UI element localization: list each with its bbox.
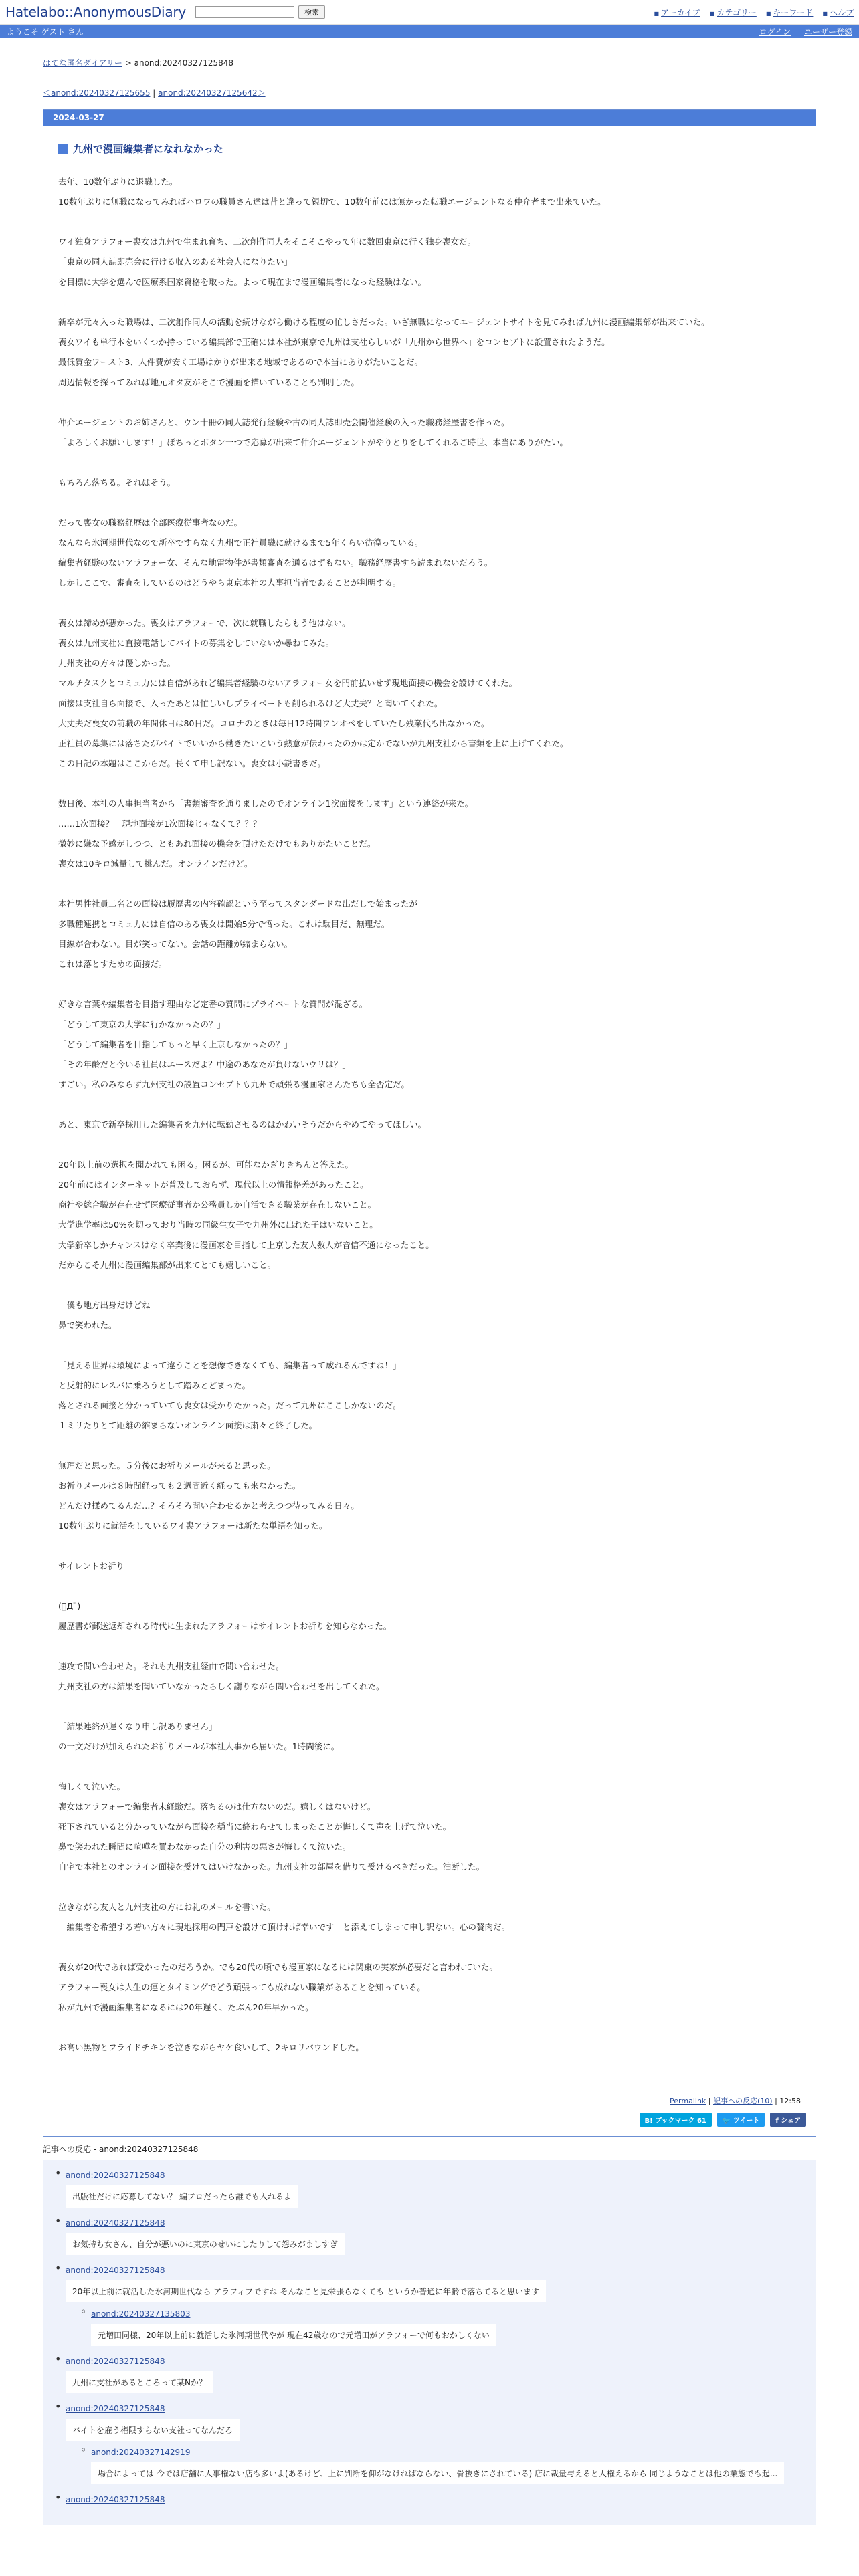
- facebook-share-button[interactable]: [770, 2113, 806, 2127]
- entry-paragraph: マルチタスクとコミュ力には自信があれど編集者経験のないアラフォー女を門前払いせず現地面接の機会を設けてくれた。: [58, 678, 518, 688]
- entry-paragraph: ……1次面接？ 現地面接が1次面接じゃなくて？？？: [58, 819, 262, 829]
- entry-paragraph: この日記の本題はここからだ。長くて申し訳ない。喪女は小説書きだ。: [58, 758, 326, 768]
- entry-paragraph: 「その年齢だと今いる社員はエースだよ？中途のあなたが負けないウリは？」: [58, 1059, 351, 1069]
- entry-paragraph: 編集者経験のないアラフォー女、そんな地雷物件が書類審査を通るはずもない。職務経歴書すら読まれないだろう。: [58, 558, 493, 568]
- tweet-button[interactable]: [717, 2113, 765, 2127]
- entry-paragraph: [58, 1757, 801, 1777]
- entry-paragraph: [58, 1877, 801, 1897]
- entry-paragraph: [58, 453, 801, 473]
- entry-paragraph: しかしここで、審査をしているのはどうやら東京本社の人事担当者であることが判明する。: [58, 578, 401, 588]
- entry-paragraph: 本社男性社員二名との面接は履歴書の内容確認という至ってスタンダードな出だしで始まったが: [58, 899, 418, 909]
- breadcrumb-current: anond:20240327125848: [134, 58, 234, 68]
- entry-paragraph: ワイ独身アラフォー喪女は九州で生まれ育ち、二次創作同人をそこそこやって年に数回東京に行く独身喪女だ。: [58, 237, 476, 247]
- entry-paragraph: 「どうして編集者を目指してもっと早く上京しなかったの？」: [58, 1039, 293, 1049]
- reaction-sublink[interactable]: ◦ anond:20240327135803: [91, 2309, 191, 2319]
- reaction-item: [66, 2492, 816, 2507]
- entry-paragraph: あと、東京で新卒採用した編集者を九州に転勤させるのはかわいそうだからやめてやってほしい。: [58, 1119, 427, 1130]
- entry-paragraph: だからこそ九州に漫画編集部が出来てとても嬉しいこと。: [58, 1260, 276, 1270]
- reaction-subtext: 元増田同様、20年以上前に就活した氷河期世代やが 現在42歳なので元増田がアラフォーで何もおかしくない: [91, 2324, 496, 2346]
- entry-paragraph: 無理だと思った。５分後にお祈りメールが来ると思った。: [58, 1461, 276, 1471]
- entry-paragraph: の一文だけが加えられたお祈りメールが本社人事から届いた。1時間後に。: [58, 1741, 340, 1751]
- reaction-link[interactable]: • anond:20240327125848: [66, 2171, 165, 2180]
- breadcrumb-sep: >: [122, 58, 134, 68]
- entry-paragraph: [58, 774, 801, 794]
- entry-paragraph: 10数年ぶりに就活をしているワイ喪アラフォーは新たな単語を知った。: [58, 1521, 328, 1531]
- entry-paragraph: 「編集者を希望する若い方々に現地採用の門戸を設けて頂ければ幸いです」と添えてしまって申し訳ない。心の贅肉だ。: [58, 1922, 510, 1932]
- register-link[interactable]: ユーザー登録: [803, 27, 852, 37]
- entry-paragraph: １ミリたりとて距離の縮まらないオンライン面接は粛々と終了した。: [58, 1420, 318, 1430]
- day-section: [43, 109, 816, 2137]
- share-buttons: [43, 2113, 816, 2136]
- entry-paragraph: [58, 874, 801, 894]
- entry-paragraph: 仲介エージェントのお姉さんと、ウン十冊の同人誌発行経験や古の同人誌即売会開催経験の入った職務経歴書を作った。: [58, 417, 510, 427]
- facebook-icon: f: [775, 2117, 781, 2125]
- reaction-item: [66, 2216, 816, 2259]
- entry-paragraph: 新卒が元々入った職場は、二次創作同人の活動を続けながら働ける程度の忙しさだった。いざ無職になってエージェントサイトを見てみれば九州に漫画編集部が出来ていた。: [58, 317, 710, 327]
- entry-paragraph: 九州支社の方々は優しかった。: [58, 658, 176, 668]
- entry-paragraph: 大丈夫だ喪女の前職の年間休日は80日だ。コロナのときは毎日12時間ワンオペをしていたし残業代も出なかった。: [58, 718, 490, 728]
- entry-paragraph: と反射的にレスバに乗ろうとして踏みとどまった。: [58, 1380, 251, 1390]
- entry-paragraph: これは落とすための面接だ。: [58, 959, 167, 969]
- entry-paragraph: 「よろしくお願いします！」ぽちっとボタン一つで応募が出来て仲介エージェントがやりとりをしてくれるご時世、本当にありがたい。: [58, 437, 569, 447]
- reaction-text: お気持ち女さん、自分が悪いのに東京のせいにしたりして怨みがましすぎ: [66, 2233, 345, 2255]
- search-input[interactable]: [195, 6, 294, 18]
- tweet-label: ツイート: [733, 2117, 760, 2125]
- entry-paragraph: 大学新卒しかチャンスはなく卒業後に漫画家を目指して上京した友人数人が音信不通になったこと。: [58, 1240, 434, 1250]
- entry-paragraph: 喪女は10キロ減量して挑んだ。オンラインだけど。: [58, 859, 253, 869]
- entry-paragraph: [58, 1937, 801, 1957]
- entry-paragraph: [58, 1576, 801, 1596]
- entry-paragraph: 鼻で笑われた瞬間に喧嘩を買わなかった自分の利害の悪さが悔しくて泣いた。: [58, 1842, 351, 1852]
- breadcrumb: [43, 57, 816, 68]
- reactions-title: 記事への反応 - anond:20240327125848: [43, 2145, 199, 2154]
- user-bar: [0, 25, 859, 38]
- entry-paragraph: 「見える世界は環境によって違うことを想像できなくても、編集者って成れるんですね！」: [58, 1360, 401, 1370]
- entry-paragraph: 履歴書が郵送返却される時代に生まれたアラフォーはサイレントお祈りを知らなかった。: [58, 1621, 392, 1631]
- reaction-link[interactable]: • anond:20240327125848: [66, 2266, 165, 2275]
- prev-entry-link[interactable]: ＜anond:20240327125655: [43, 88, 151, 98]
- entry-paragraph: だって喪女の職務経歴は全部医療従事者なのだ。: [58, 518, 243, 528]
- entry-paragraph: を目標に大学を選んで医療系国家資格を取った。よって現在まで漫画編集者になった経験はない。: [58, 277, 427, 287]
- entry-paragraph: 好きな言葉や編集者を目指す理由など定番の質問にプライベートな質問が混ざる。: [58, 999, 368, 1009]
- hatena-bookmark-button[interactable]: B! ブックマーク 61: [640, 2113, 712, 2127]
- reaction-subtext: 場合によっては 今では店舗に人事権ない店も多いよ(あるけど、上に判断を仰がなければならない、骨抜きにされている) 店に裁量与えると人権えるから 同じようなことは他の業態でも起...: [91, 2462, 784, 2484]
- entry-paragraph: [58, 974, 801, 994]
- entry-paragraph: 「僕も地方出身だけどね」: [58, 1300, 159, 1310]
- entry-paragraph: [58, 1536, 801, 1556]
- entry-paragraph: 速攻で問い合わせた。それも九州支社経由で問い合わせた。: [58, 1661, 284, 1671]
- reaction-text: 出版社だけに応募してない？ 編プロだったら誰でも入れるよ: [66, 2185, 298, 2208]
- entry-paragraph: [58, 593, 801, 613]
- reactions-list: [43, 2168, 816, 2507]
- entry-title-text[interactable]: 九州で漫画編集者になれなかった: [73, 143, 224, 155]
- reaction-text: 20年以上前に就活した氷河期世代なら アラフィフですね そんなこと見栄張らなくても というか普通に年齢で落ちてると思います: [66, 2280, 546, 2302]
- welcome-text: ようこそ ゲスト さん: [7, 27, 84, 37]
- entry-paragraph: [58, 1697, 801, 1717]
- entry-paragraph: (ﾟДﾟ): [58, 1601, 81, 1611]
- reactions-link[interactable]: 記事への反応(10): [713, 2097, 773, 2105]
- reaction-link[interactable]: • anond:20240327125848: [66, 2218, 165, 2228]
- entry-paragraph: アラフォー喪女は人生の運とタイミングでどう頑張っても成れない職業があることを知っている。: [58, 1982, 425, 1992]
- entry-paragraph: 悔しくて泣いた。: [58, 1782, 126, 1792]
- reaction-text: バイトを雇う権限すらない支社ってなんだろ: [66, 2419, 240, 2441]
- fb-label: シェア: [781, 2117, 801, 2125]
- bird-icon: 🐦: [722, 2117, 733, 2125]
- top-links: [654, 7, 854, 18]
- nav-sep: |: [150, 88, 159, 98]
- entry-body: [58, 172, 801, 2058]
- reaction-item: [66, 2354, 816, 2397]
- reaction-sublist: [66, 2306, 816, 2350]
- entry-paragraph: [58, 2018, 801, 2038]
- entry-paragraph: [58, 1335, 801, 1356]
- reaction-link[interactable]: • anond:20240327125848: [66, 2357, 165, 2366]
- entry-paragraph: もちろん落ちる。それはそう。: [58, 477, 176, 488]
- entry-paragraph: 九州支社の方は結果を聞いていなかったらしく謝りながら問い合わせを出してくれた。: [58, 1681, 385, 1691]
- permalink[interactable]: Permalink: [670, 2097, 706, 2105]
- entry-paragraph: [58, 1095, 801, 1115]
- entry-paragraph: 「東京の同人誌即売会に行ける収入のある社会人になりたい」: [58, 257, 293, 267]
- entry-paragraph: 喪女は諦めが悪かった。喪女はアラフォーで、次に就職したらもう他はない。: [58, 618, 351, 628]
- entry-paragraph: 周辺情報を探ってみれば地元オタ友がそこで漫画を描いていることも判明した。: [58, 377, 360, 387]
- next-entry-link[interactable]: anond:20240327125642＞: [158, 88, 266, 98]
- reaction-item: [66, 2401, 816, 2488]
- entry-paragraph: [58, 292, 801, 312]
- category-link[interactable]: ■ カテゴリー: [710, 7, 757, 18]
- entry-paragraph: 「結果連絡が遅くなり申し訳ありません」: [58, 1721, 217, 1731]
- entry-title: [58, 142, 801, 156]
- entry-paragraph: [58, 212, 801, 232]
- day-header: 2024-03-27: [43, 110, 816, 126]
- entry-paragraph: 落とされる面接と分かっていても喪女は受かりたかった。だって九州にここしかないのだ。: [58, 1400, 401, 1410]
- reaction-subitem: [91, 2445, 816, 2488]
- entry-paragraph: [58, 393, 801, 413]
- entry-paragraph: 去年、10数年ぶりに退職した。: [58, 177, 178, 187]
- login-link[interactable]: ログイン: [759, 27, 791, 37]
- entry-paragraph: [58, 1436, 801, 1456]
- entry-paragraph: サイレントお祈り: [58, 1561, 124, 1571]
- entry-paragraph: 商社や総合職が存在せず医療従事者か公務員しか自活できる職業が存在しないこと。: [58, 1200, 377, 1210]
- entry-paragraph: 「どうして東京の大学に行かなかったの？」: [58, 1019, 226, 1029]
- entry-paragraph: 20年以上前の選択を聞かれても困る。困るが、可能なかぎりきちんと答えた。: [58, 1160, 353, 1170]
- reaction-text: 九州に支社があるところって某Nか？: [66, 2371, 213, 2393]
- entry-paragraph: 自宅で本社とのオンライン面接を受けてはいけなかった。九州支社の部屋を借りて受けるべきだった。油断した。: [58, 1862, 485, 1872]
- site-logo[interactable]: Hatelabo::AnonymousDiary: [5, 4, 187, 20]
- entry-paragraph: 目線が合わない。目が笑ってない。会話の距離が縮まらない。: [58, 939, 293, 949]
- reaction-link[interactable]: • anond:20240327125848: [66, 2495, 165, 2504]
- entry-paragraph: 20年前にはインターネットが普及しておらず、現代以上の情報格差があったこと。: [58, 1180, 369, 1190]
- entry-paragraph: 死下されていると分かっていながら面接を穏当に終わらせてしまったことが悔しくて声を上げて泣いた。: [58, 1822, 452, 1832]
- entry-time: 12:58: [779, 2097, 801, 2105]
- entry-paragraph: 喪女が20代であれば受かったのだろうか。でも20代の頃でも漫画家になるには関東の実家が必要だと言われていた。: [58, 1962, 498, 1972]
- entry-paragraph: 最低賃金ワースト3、人件費が安く工場はかりが出来る地域であるので本当にありがたいことだ。: [58, 357, 423, 367]
- keyword-link[interactable]: ■ キーワード: [766, 7, 814, 18]
- entry-paragraph: 鼻で笑われた。: [58, 1320, 117, 1330]
- reaction-item: [66, 2263, 816, 2350]
- entry-paragraph: 泣きながら友人と九州支社の方にお礼のメールを書いた。: [58, 1902, 276, 1912]
- reaction-subitem: [91, 2306, 816, 2350]
- entry: [43, 126, 816, 2113]
- reaction-sublist: [66, 2445, 816, 2488]
- entry-paragraph: 私が九州で漫画編集者になるには20年遅く、たぶん20年早かった。: [58, 2002, 314, 2012]
- reaction-item: [66, 2168, 816, 2212]
- help-link[interactable]: ■ ヘルプ: [822, 7, 854, 18]
- entry-paragraph: 大学進学率は50%を切っており当時の同級生女子で九州外に出れた子はいないこと。: [58, 1220, 378, 1230]
- entry-paragraph: [58, 1135, 801, 1155]
- entry-footer: Permalink | 記事への反応(10) | 12:58: [670, 2097, 801, 2105]
- entry-paragraph: 数日後、本社の人事担当者から「書類審査を通りましたのでオンライン1次面接をします」という連絡が来た。: [58, 798, 474, 809]
- entry-paragraph: 面接は支社自ら面接で、入ったあとは忙しいしプライベートも削られるけど大丈夫？と聞いてくれた。: [58, 698, 443, 708]
- entry-paragraph: 喪女ワイも単行本をいくつか持っている編集部で正確には本社が東京で九州は支社らしいが「九州から世界へ」をコンセプトに設置されたようだ。: [58, 337, 610, 347]
- entry-paragraph: 正社員の募集には落ちたがバイトでいいから働きたいという熱意が伝わったのかは定かでないが九州支社から書類を上に上げてくれた。: [58, 738, 569, 748]
- reaction-sublink[interactable]: ◦ anond:20240327142919: [91, 2448, 191, 2457]
- entry-paragraph: 微妙に嫌な予感がしつつ、ともあれ面接の機会を頂けただけでもありがたいことだ。: [58, 839, 376, 849]
- search-button[interactable]: 検索: [298, 5, 325, 19]
- entry-paragraph: 多職種連携とコミュ力には自信のある喪女は開始5分で悟った。これは駄目だ、無理だ。: [58, 919, 390, 929]
- entry-paragraph: [58, 1636, 801, 1656]
- reaction-link[interactable]: • anond:20240327125848: [66, 2404, 165, 2413]
- entry-paragraph: お高い黒物とフライドチキンを泣きながらヤケ食いして、2キロリバウンドした。: [58, 2042, 364, 2052]
- entry-paragraph: なんなら氷河期世代なので新卒ですらなく九州で正社員職に就けるまで5年くらい彷徨っている。: [58, 538, 423, 548]
- entry-paragraph: すごい。私のみならず九州支社の設置コンセプトも九州で頑張る漫画家さんたちも全否定だ。: [58, 1079, 410, 1089]
- site-header: [0, 0, 859, 25]
- entry-paragraph: どんだけ揉めてるんだ…？そろそろ問い合わせるかと考えつつ待ってみる日々。: [58, 1501, 359, 1511]
- title-square-icon: [58, 144, 68, 154]
- entry-paragraph: 10数年ぶりに無職になってみればハロワの職員さん達は昔と違って親切で、10数年前には無かった転職エージェントなる仲介者まで出来ていた。: [58, 197, 606, 207]
- entry-paragraph: お祈りメールは８時間経っても２週間近く経っても来なかった。: [58, 1481, 301, 1491]
- entry-paragraph: 喪女はアラフォーで編集者未経験だ。落ちるのは仕方ないのだ。嬉しくはないけど。: [58, 1802, 376, 1812]
- entry-paragraph: [58, 493, 801, 513]
- breadcrumb-home[interactable]: はてな匿名ダイアリー: [43, 58, 122, 68]
- entry-paragraph: [58, 1275, 801, 1295]
- entry-nav: [43, 87, 816, 98]
- entry-paragraph: 喪女は九州支社に直接電話してバイトの募集をしていないか尋ねてみた。: [58, 638, 335, 648]
- reactions-section: [43, 2160, 816, 2525]
- archive-link[interactable]: ■ アーカイブ: [654, 7, 700, 18]
